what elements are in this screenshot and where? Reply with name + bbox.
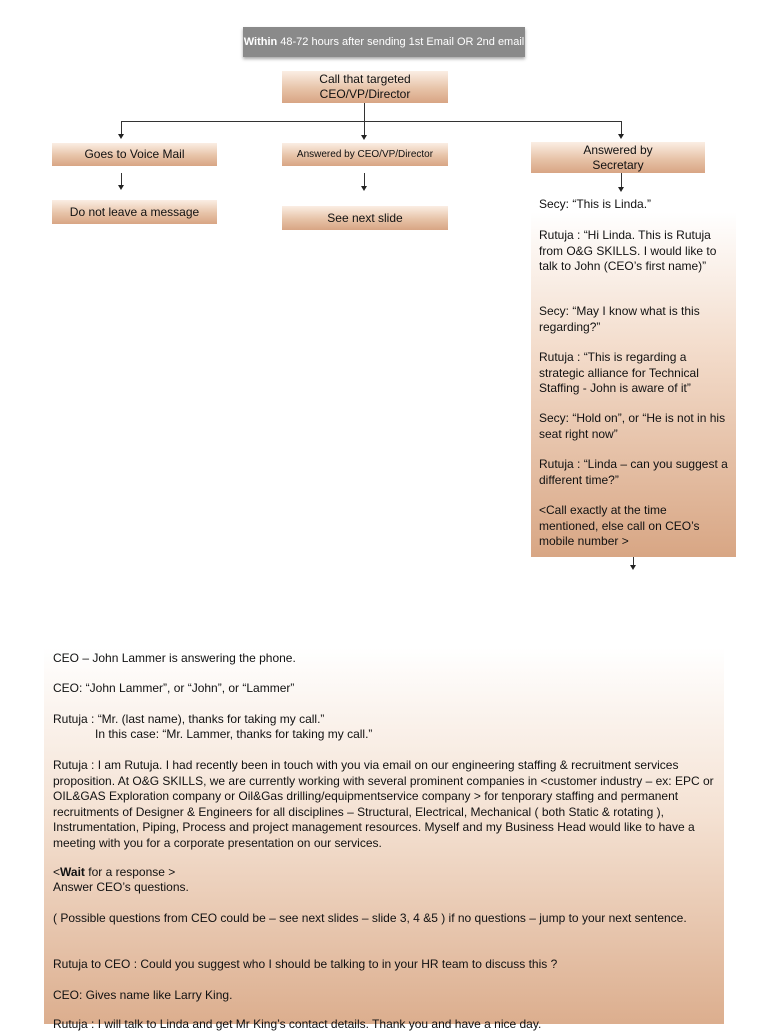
start-node-line1: Call that targeted [319,72,411,86]
connector-right-drop [621,121,622,134]
secretary-node [531,142,705,173]
script-pitch: Rutuja : I am Rutuja. I had recently been in touch with you via email on our engineering staffing & recruitment services proposition. At O&G SKILLS, we are currently working with several prominent companies in <customer industry – ex: EPC or OIL&GAS Exploration company or Oil&Gas drilling/equipmentservice company > for tenporary staffing and permanent recruitments of Designer & Engineers for all disciplines – Structural, Electrical, Mechanical ( both Static & rotating ), Instrumentation, Piping, Process and project management resources. Myself and my Business Head would like to have a meeting with you for a corporate presentation on our services. [53,758,714,850]
dialog-line: Secy: “Hold on”, or “He is not in his seat right now” [539,411,726,441]
ceo-result-node [282,206,448,230]
arrow-down-icon [361,135,367,140]
connector-middle-drop [364,121,365,135]
connector-center-stem [364,103,365,121]
voicemail-result: Do not leave a message [69,204,200,219]
script-wait-open: < [53,865,61,879]
start-node [282,71,448,103]
voicemail-node [52,143,217,166]
connector-dialog-out [633,557,634,565]
secretary-label-line2: Secretary [592,157,644,172]
dialog-line: Rutuja : “Hi Linda. This is Rutuja from O&G SKILLS. I would like to talk to John (CEO’s first name)” [539,228,717,273]
script-wait [53,865,718,881]
dialog-line: Rutuja : “This is regarding a strategic alliance for Technical Staffing - John is aware of it” [539,350,699,395]
timing-header-text: 48-72 hours after sending 1st Email OR 2nd email [280,36,525,48]
ceo-result: See next slide [327,210,403,225]
voicemail-label: Goes to Voice Mail [84,147,185,161]
arrow-down-icon [118,134,124,139]
arrow-down-icon [618,187,624,192]
arrow-down-icon [630,565,636,570]
script-answer: Answer CEO’s questions. [53,880,189,894]
arrow-down-icon [618,134,624,139]
connector-left-drop [121,121,122,134]
connector-voicemail [121,173,122,185]
dialog-line: <Call exactly at the time mentioned, else call on CEO’s mobile number > [539,503,700,548]
connector-ceo [364,173,365,186]
timing-header-bold: Within [243,36,278,48]
ceo-label: Answered by CEO/VP/Director [296,149,434,160]
script-intro: CEO – John Lammer is answering the phone. [53,651,296,665]
script-hr-question: Rutuja to CEO : Could you suggest who I should be talking to in your HR team to discuss this ? [53,957,558,971]
arrow-down-icon [118,185,124,190]
script-rutuja-thanks: Rutuja : “Mr. (last name), thanks for taking my call.” [53,712,325,726]
script-ceo-answer: CEO: “John Lammer”, or “John”, or “Lammer” [53,681,295,695]
start-node-line2: CEO/VP/Director [319,87,411,101]
script-possible: ( Possible questions from CEO could be – see next slides – slide 3, 4 &5 ) if no questions – jump to your next sentence. [53,911,687,925]
timing-header [243,27,525,57]
script-closing: Rutuja : I will talk to Linda and get Mr King’s contact details. Thank you and have a nice day. [53,1017,542,1031]
script-example: In this case: “Mr. Lammer, thanks for taking my call.” [95,727,373,741]
secretary-label-line1: Answered by [583,142,653,157]
dialog-line: Secy: “May I know what is this regarding?” [539,304,700,334]
script-ceo-name: CEO: Gives name like Larry King. [53,988,233,1002]
connector-secretary [621,173,622,187]
script-wait-rest: for a response > [84,865,176,879]
voicemail-result-node [52,200,217,224]
script-wait-bold: Wait [60,865,85,879]
arrow-down-icon [361,186,367,191]
dialog-line: Secy: “This is Linda.” [539,197,652,211]
connector-horizontal [121,121,622,122]
dialog-line: Rutuja : “Linda – can you suggest a different time?” [539,457,728,487]
ceo-node [282,143,448,166]
